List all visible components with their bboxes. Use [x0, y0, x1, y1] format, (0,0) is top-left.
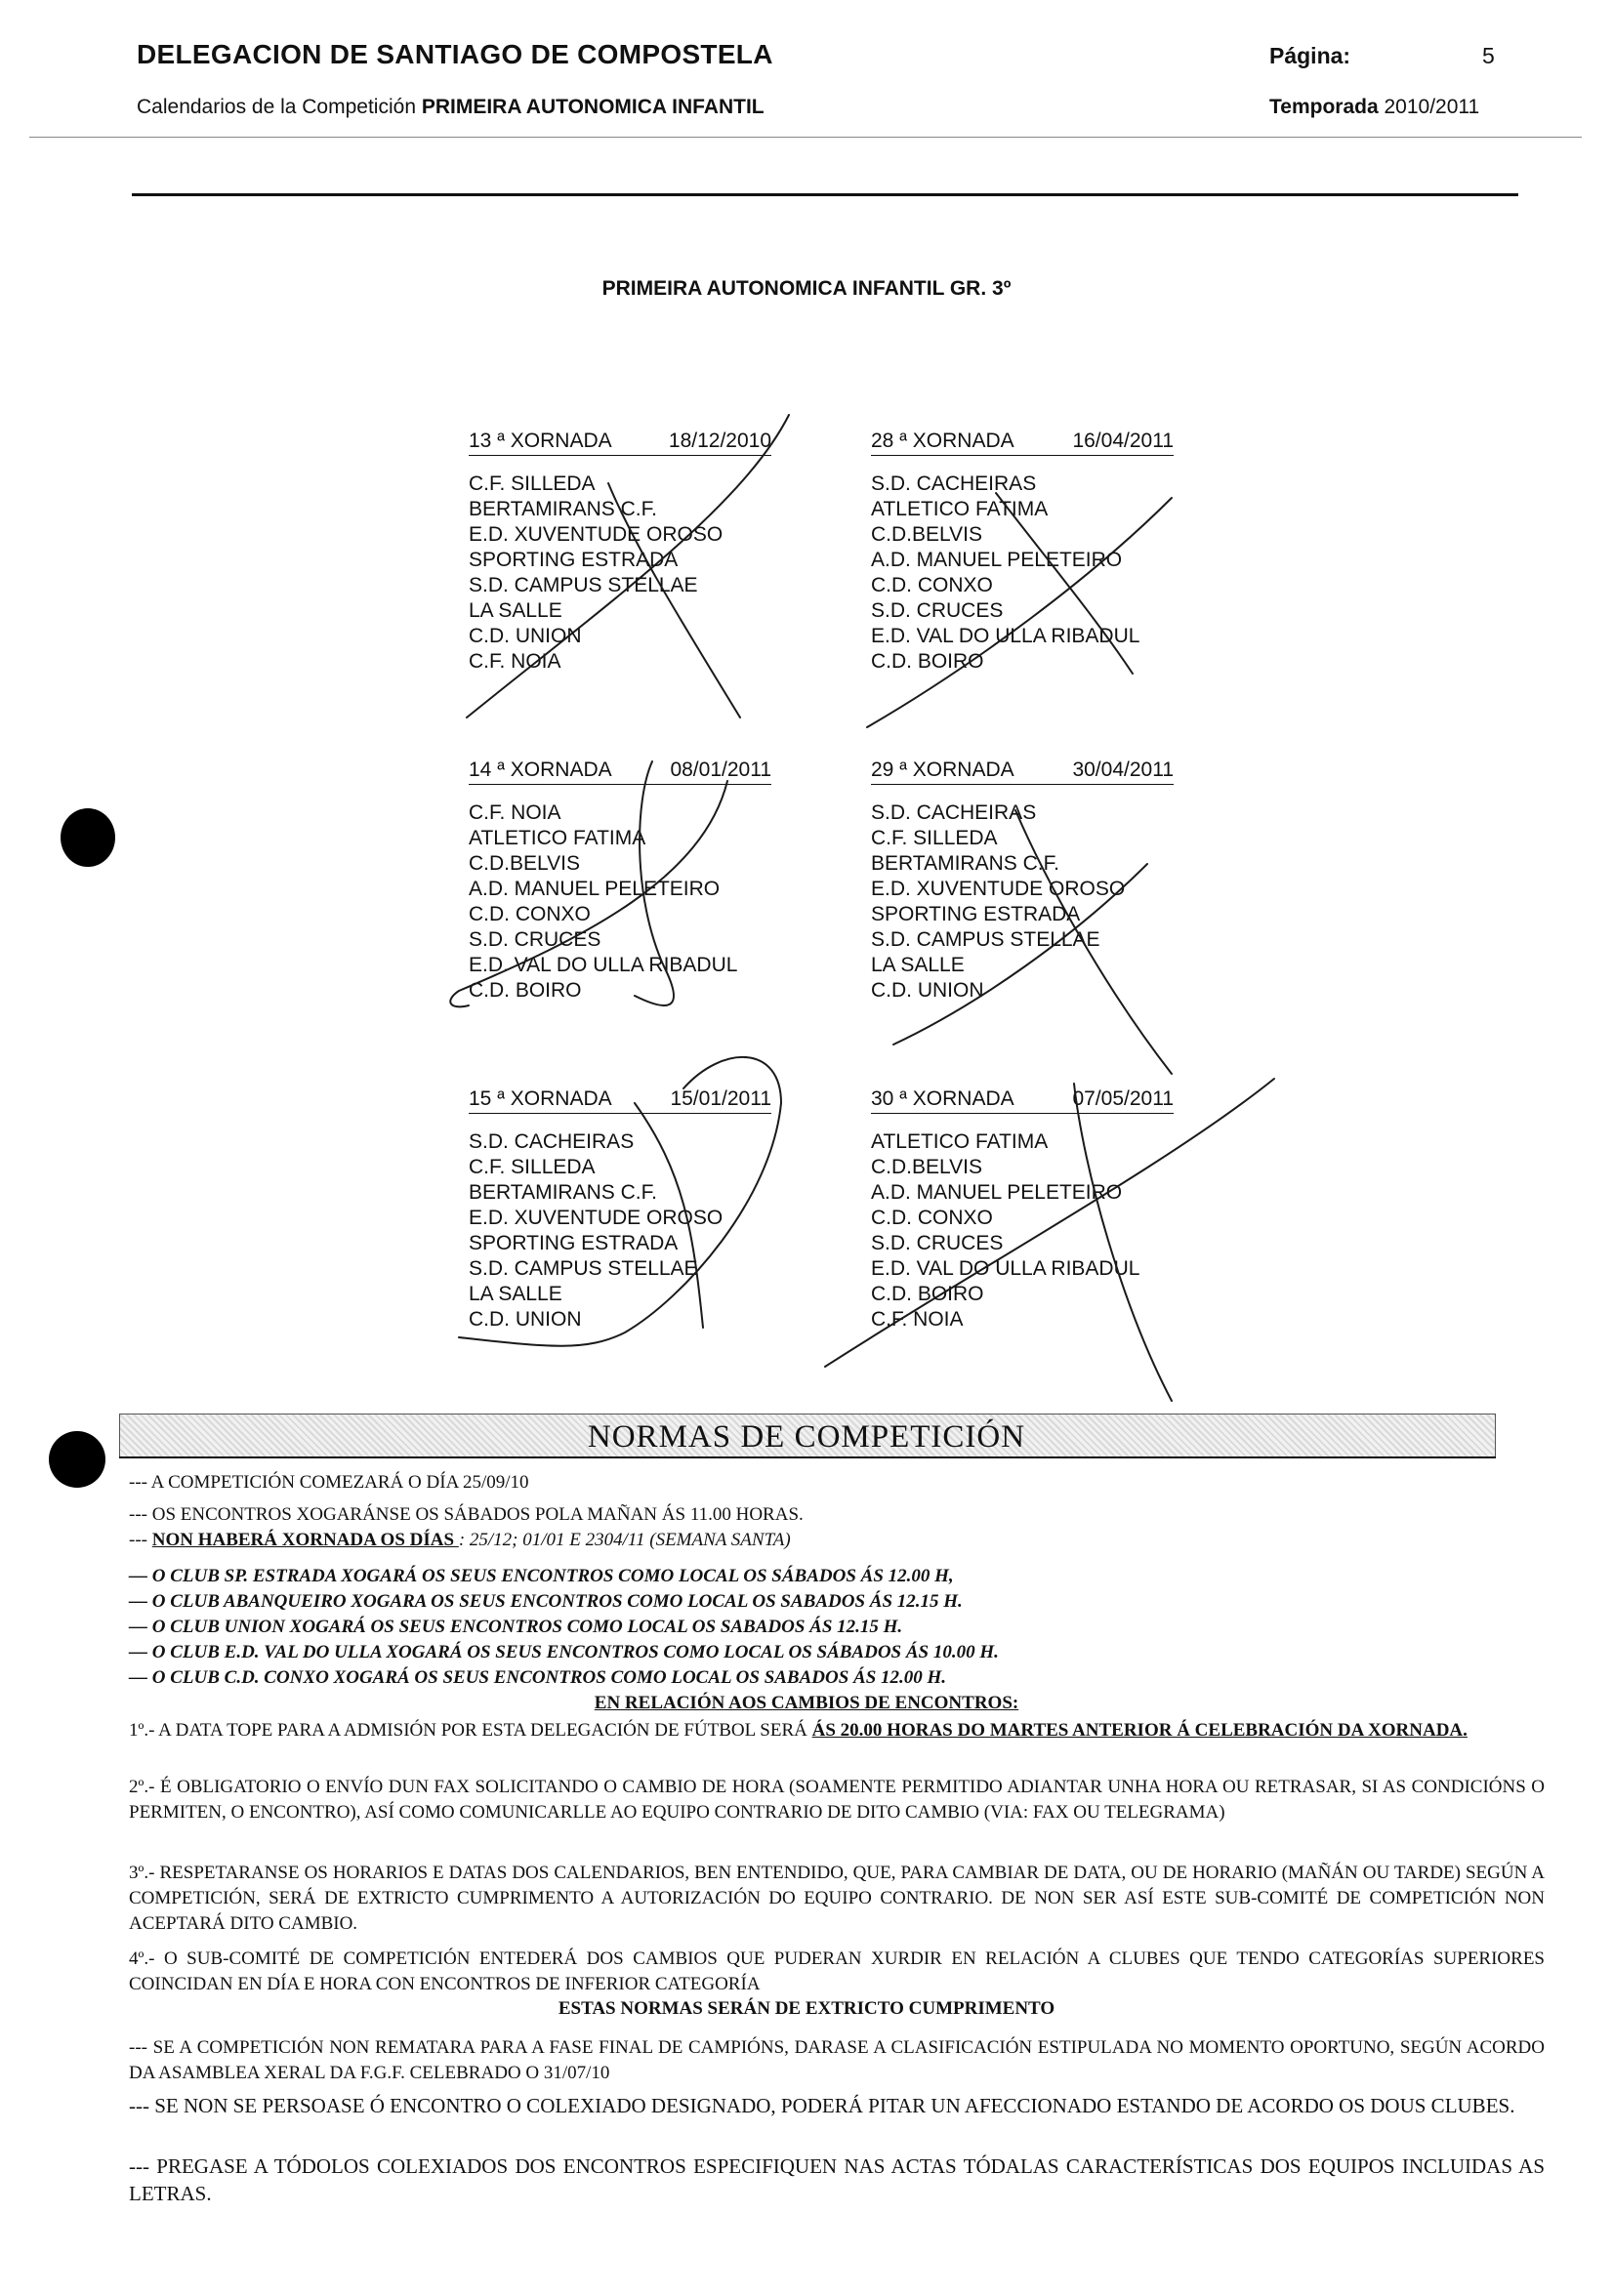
team-name: SPORTING ESTRADA	[469, 549, 679, 571]
changes-heading: EN RELACIÓN AOS CAMBIOS DE ENCONTROS:	[594, 1693, 1019, 1713]
team-name: E.D. XUVENTUDE OROSO	[469, 1207, 724, 1229]
round-date: 30/04/2011	[1072, 758, 1174, 781]
club-rule: — O CLUB C.D. CONXO XOGARÁ OS SEUS ENCONTROS COMO LOCAL OS SABADOS ÁS 12.00 H.	[129, 1667, 947, 1688]
rule-start: --- A COMPETICIÓN COMEZARÁ O DÍA 25/09/10	[129, 1472, 529, 1493]
team-list	[469, 472, 771, 675]
club-rule: — O CLUB SP. ESTRADA XOGARÁ OS SEUS ENCONTROS COMO LOCAL OS SÁBADOS ÁS 12.00 H,	[129, 1566, 954, 1586]
team-name: S.D. CACHEIRAS	[871, 472, 1037, 495]
team-list	[871, 472, 1174, 675]
round-block	[469, 430, 771, 675]
team-name: C.D. CONXO	[871, 574, 993, 596]
team-name: BERTAMIRANS C.F.	[469, 498, 657, 520]
team-name: SPORTING ESTRADA	[871, 903, 1081, 925]
round-label: 15 ª XORNADA	[469, 1087, 612, 1110]
rule-no-round	[129, 1530, 791, 1551]
round-header	[871, 1087, 1174, 1114]
team-name: ATLETICO FATIMA	[871, 1130, 1049, 1153]
team-name: S.D. CAMPUS STELLAE	[469, 574, 698, 596]
team-name: SPORTING ESTRADA	[469, 1232, 679, 1254]
club-rule: — O CLUB E.D. VAL DO ULLA XOGARÁ OS SEUS ENCONTROS COMO LOCAL OS SÁBADOS ÁS 10.00 H.	[129, 1642, 999, 1662]
team-name: S.D. CRUCES	[469, 928, 601, 951]
rule-4: 4º.- O SUB-COMITÉ DE COMPETICIÓN ENTEDERÁ DOS CAMBIOS QUE PUDERAN XURDIR EN RELACIÓN A CLUBES QUE TENDO CATEGORÍAS SUPERIORES COINCIDAN EN DÍA E HORA CON ENCONTROS DE INFERIOR CATEGORÍA	[129, 1948, 1545, 1994]
team-list	[469, 800, 771, 1004]
final-rule-1: --- SE A COMPETICIÓN NON REMATARA PARA A FASE FINAL DE CAMPIÓNS, DARASE A CLASIFICACIÓN ESTIPULADA NO MOMENTO OPORTUNO, SEGÚN ACORDO DA ASAMBLEA XERAL DA F.G.F. CELEBRADO O 31/07/10	[129, 2037, 1545, 2083]
section-divider	[132, 193, 1518, 196]
round-header	[871, 758, 1174, 785]
season-info	[1269, 96, 1479, 119]
final-rule-3: --- PREGASE A TÓDOLOS COLEXIADOS DOS ENCONTROS ESPECIFIQUEN NAS ACTAS TÓDALAS CARACTERÍSTICAS DOS EQUIPOS INCLUIDAS AS LETRAS.	[129, 2154, 1545, 2205]
round-label: 29 ª XORNADA	[871, 758, 1014, 781]
team-name: LA SALLE	[871, 954, 965, 976]
club-rule: — O CLUB ABANQUEIRO XOGARA OS SEUS ENCONTROS COMO LOCAL OS SABADOS ÁS 12.15 H.	[129, 1591, 963, 1612]
team-name: S.D. CACHEIRAS	[469, 1130, 635, 1153]
delegation-title: DELEGACION DE SANTIAGO DE COMPOSTELA	[137, 39, 773, 69]
team-list	[871, 1129, 1174, 1332]
team-name: C.D. UNION	[469, 625, 582, 647]
team-name: C.F. SILLEDA	[469, 472, 596, 495]
team-name: C.D.BELVIS	[469, 852, 580, 875]
team-name: E.D. VAL DO ULLA RIBADUL	[871, 625, 1140, 647]
round-header	[469, 430, 771, 456]
team-name: E.D. VAL DO ULLA RIBADUL	[469, 954, 738, 976]
round-header	[871, 430, 1174, 456]
round-block	[469, 758, 771, 1004]
strict-notice: ESTAS NORMAS SERÁN DE EXTRICTO CUMPRIMENTO	[558, 1998, 1055, 2019]
round-block	[871, 758, 1174, 1004]
round-date: 18/12/2010	[668, 430, 771, 452]
team-name: S.D. CAMPUS STELLAE	[469, 1257, 698, 1280]
round-date: 07/05/2011	[1072, 1087, 1174, 1110]
round-header	[469, 758, 771, 785]
team-name: C.F. NOIA	[469, 650, 561, 673]
calendar-label: Calendarios de la Competición	[137, 96, 416, 118]
team-name: BERTAMIRANS C.F.	[871, 852, 1059, 875]
team-list	[469, 1129, 771, 1332]
calendar-subtitle	[137, 96, 765, 119]
team-name: C.D. CONXO	[469, 903, 591, 925]
group-title: PRIMEIRA AUTONOMICA INFANTIL GR. 3º	[601, 277, 1012, 300]
team-name: S.D. CACHEIRAS	[871, 801, 1037, 824]
no-round-prefix: ---	[129, 1530, 152, 1550]
team-name: ATLETICO FATIMA	[871, 498, 1049, 520]
team-name: BERTAMIRANS C.F.	[469, 1181, 657, 1204]
team-name: C.D. BOIRO	[871, 650, 984, 673]
normas-title: NORMAS DE COMPETICIÓN	[587, 1419, 1026, 1455]
page-number: 5	[1482, 43, 1495, 68]
round-block	[871, 430, 1174, 675]
team-name: LA SALLE	[469, 1283, 562, 1305]
rule-schedule: --- OS ENCONTROS XOGARÁNSE OS SÁBADOS POLA MAÑAN ÁS 11.00 HORAS.	[129, 1504, 804, 1525]
rule-2: 2º.- É OBLIGATORIO O ENVÍO DUN FAX SOLICITANDO O CAMBIO DE HORA (SOAMENTE PERMITIDO ADIANTAR UNHA HORA OU RETRASAR, SI AS CONDICIÓNS O PERMITEN, O ENCONTRO), ASÍ COMO COMUNICARLLE AO EQUIPO CONTRARIO DE DITO CAMBIO (VIA: FAX OU TELEGRAMA)	[129, 1777, 1545, 1823]
team-name: C.F. SILLEDA	[871, 827, 998, 849]
team-name: E.D. XUVENTUDE OROSO	[469, 523, 724, 546]
round-label: 28 ª XORNADA	[871, 430, 1014, 452]
team-name: C.D.BELVIS	[871, 523, 982, 546]
team-name: C.D. UNION	[469, 1308, 582, 1331]
team-name: ATLETICO FATIMA	[469, 827, 646, 849]
round-date: 16/04/2011	[1072, 430, 1174, 452]
team-name: S.D. CAMPUS STELLAE	[871, 928, 1100, 951]
team-name: LA SALLE	[469, 599, 562, 622]
team-list	[871, 800, 1174, 1004]
team-name: C.D. BOIRO	[469, 979, 582, 1002]
no-round-label: NON HABERÁ XORNADA OS DÍAS	[151, 1530, 459, 1550]
team-name: A.D. MANUEL PELETEIRO	[871, 1181, 1123, 1204]
normas-underline	[119, 1456, 1496, 1458]
rule-1-text: 1º.- A DATA TOPE PARA A ADMISIÓN POR ESTA DELEGACIÓN DE FÚTBOL SERÁ	[129, 1720, 812, 1741]
team-name: C.F. NOIA	[871, 1308, 964, 1331]
rule-3: 3º.- RESPETARANSE OS HORARIOS E DATAS DOS CALENDARIOS, BEN ENTENDIDO, QUE, PARA CAMBIAR DE DATA, OU DE HORARIO (MAÑÁN OU TARDE) SEGÚN A COMPETICIÓN, SERÁ DE EXTRICTO CUMPRIMENTO A AUTORIZACIÓN DO EQUIPO CONTRARIO. DE NON SER ASÍ ESTE SUB-COMITÉ DE COMPETICIÓN NON ACEPTARÁ DITO CAMBIO.	[129, 1863, 1545, 1934]
team-name: E.D. XUVENTUDE OROSO	[871, 878, 1126, 900]
punch-hole	[61, 808, 115, 867]
final-rule-2: --- SE NON SE PERSOASE Ó ENCONTRO O COLEXIADO DESIGNADO, PODERÁ PITAR UN AFECCIONADO ESTANDO DE ACORDO OS DOUS CLUBES.	[129, 2094, 1515, 2117]
team-name: A.D. MANUEL PELETEIRO	[469, 878, 721, 900]
team-name: C.F. SILLEDA	[469, 1156, 596, 1178]
team-name: C.D.BELVIS	[871, 1156, 982, 1178]
round-block	[469, 1087, 771, 1332]
round-header	[469, 1087, 771, 1114]
team-name: C.D. BOIRO	[871, 1283, 984, 1305]
rule-1	[129, 1718, 1545, 1743]
season-value: 2010/2011	[1384, 96, 1480, 118]
team-name: E.D. VAL DO ULLA RIBADUL	[871, 1257, 1140, 1280]
team-name: S.D. CRUCES	[871, 1232, 1004, 1254]
round-label: 14 ª XORNADA	[469, 758, 612, 781]
team-name: S.D. CRUCES	[871, 599, 1004, 622]
team-name: A.D. MANUEL PELETEIRO	[871, 549, 1123, 571]
round-date: 15/01/2011	[670, 1087, 771, 1110]
page-label: Página:	[1269, 43, 1351, 68]
round-label: 30 ª XORNADA	[871, 1087, 1014, 1110]
competition-name: PRIMEIRA AUTONOMICA INFANTIL	[421, 96, 765, 118]
round-label: 13 ª XORNADA	[469, 430, 612, 452]
round-date: 08/01/2011	[670, 758, 771, 781]
no-round-dates: : 25/12; 01/01 E 2304/11 (SEMANA SANTA)	[458, 1530, 791, 1550]
rule-1-deadline: ÁS 20.00 HORAS DO MARTES ANTERIOR Á CELEBRACIÓN DA XORNADA.	[811, 1720, 1468, 1741]
header-divider	[29, 137, 1582, 138]
round-block	[871, 1087, 1174, 1332]
team-name: C.F. NOIA	[469, 801, 561, 824]
team-name: C.D. UNION	[871, 979, 984, 1002]
season-label: Temporada	[1269, 96, 1379, 118]
club-rule: — O CLUB UNION XOGARÁ OS SEUS ENCONTROS COMO LOCAL OS SABADOS ÁS 12.15 H.	[129, 1617, 903, 1637]
team-name: C.D. CONXO	[871, 1207, 993, 1229]
